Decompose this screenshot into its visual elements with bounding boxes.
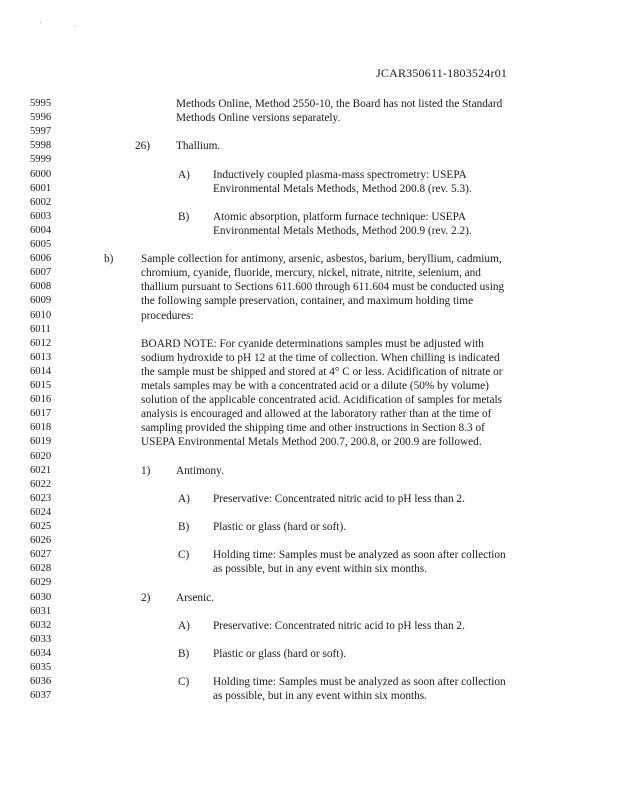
- body-text-line: Arsenic.: [176, 591, 214, 604]
- line-number: 6023: [30, 492, 52, 504]
- body-text-line: Inductively coupled plasma-mass spectrometry: USEPA: [213, 168, 467, 181]
- line-number: 6011: [30, 323, 51, 335]
- line-number: 6003: [30, 210, 52, 222]
- line-number: 6015: [30, 380, 52, 391]
- line-number: 5997: [30, 126, 52, 138]
- body-text-line: Sample collection for antimony, arsenic, asbestos, barium, beryllium, cadmium,: [141, 253, 502, 266]
- body-text-line: Atomic absorption, platform furnace technique: USEPA: [213, 210, 467, 223]
- line-number: 6006: [30, 253, 52, 265]
- body-text-line: as possible, but in any event within six months.: [213, 563, 428, 576]
- line-number: 6031: [30, 605, 52, 617]
- body-text-line: Environmental Metals Methods, Method 200.8 (rev. 5.3).: [213, 182, 472, 195]
- body-text-line: Methods Online, Method 2550-10, the Board has not listed the Standard: [176, 98, 503, 110]
- line-number: 6005: [30, 239, 52, 250]
- list-marker: b): [104, 253, 114, 266]
- line-number: 6036: [30, 676, 52, 688]
- body-text-line: USEPA Environmental Metals Method 200.7, 200.8, or 200.9 are followed.: [141, 436, 482, 449]
- body-text-line: the sample must be shipped and stored at 4° C or less. Acidification of nitrate or: [141, 365, 503, 378]
- list-marker: 1): [141, 464, 151, 477]
- line-number: 6007: [30, 267, 52, 279]
- body-text-line: thallium pursuant to Sections 611.600 through 611.604 must be conducted using: [141, 281, 505, 294]
- line-number: 6010: [30, 309, 52, 321]
- body-text-line: Plastic or glass (hard or soft).: [213, 647, 347, 660]
- line-number: 6004: [30, 224, 52, 236]
- list-marker: C): [178, 676, 190, 689]
- body-text-line: the following sample preservation, container, and maximum holding time: [141, 295, 474, 308]
- body-text-line: as possible, but in any event within six months.: [213, 690, 428, 703]
- body-text-line: Holding time: Samples must be analyzed as soon after collection: [213, 549, 506, 562]
- body-text-line: Thallium.: [176, 140, 221, 153]
- body-text-line: Preservative: Concentrated nitric acid to pH less than 2.: [213, 492, 465, 505]
- line-number: 5996: [30, 112, 52, 124]
- line-number: 6026: [30, 535, 52, 547]
- line-number: 5998: [30, 140, 52, 152]
- line-number: 6024: [30, 506, 52, 518]
- body-text-line: metals samples may be with a concentrated acid or a dilute (50% by volume): [141, 380, 489, 392]
- scan-mark: .: [74, 20, 76, 29]
- document-id: JCAR350611-1803524r01: [376, 66, 508, 80]
- line-number: 6016: [30, 394, 52, 406]
- line-number: 6033: [30, 633, 52, 645]
- list-marker: B): [178, 521, 190, 533]
- list-marker: 2): [141, 591, 151, 604]
- line-number: 6029: [30, 577, 52, 589]
- body-text-line: Holding time: Samples must be analyzed as soon after collection: [213, 676, 506, 689]
- line-number: 6001: [30, 182, 52, 194]
- list-marker: A): [178, 168, 190, 181]
- list-marker: A): [178, 619, 190, 632]
- line-number: 6019: [30, 436, 52, 448]
- line-number: 5999: [30, 154, 52, 166]
- line-number: 6025: [30, 521, 52, 532]
- line-number: 6027: [30, 549, 52, 561]
- list-marker: A): [178, 492, 190, 505]
- line-number: 6002: [30, 196, 52, 208]
- body-text-line: Antimony.: [176, 464, 224, 477]
- line-number: 6020: [30, 450, 52, 462]
- body-text-line: Plastic or glass (hard or soft).: [213, 521, 347, 533]
- body-text-line: solution of the applicable concentrated acid. Acidification of samples for metals: [141, 394, 503, 407]
- line-number: 6032: [30, 619, 52, 631]
- line-number: 5995: [30, 98, 52, 109]
- line-number: 6013: [30, 351, 52, 363]
- list-marker: B): [178, 210, 190, 223]
- body-text-line: sampling provided the shipping time and other instructions in Section 8.3 of: [141, 422, 485, 435]
- list-marker: C): [178, 549, 190, 562]
- line-number: 6018: [30, 422, 52, 434]
- line-number: 6014: [30, 365, 52, 377]
- line-number: 6028: [30, 563, 52, 575]
- line-number: 6009: [30, 295, 52, 307]
- line-number: 6035: [30, 662, 52, 673]
- line-number: 6037: [30, 690, 52, 702]
- scan-mark: ': [40, 20, 42, 29]
- list-marker: 26): [135, 140, 151, 153]
- line-number: 6008: [30, 281, 52, 293]
- line-number: 6034: [30, 647, 52, 659]
- body-text-line: analysis is encouraged and allowed at the laboratory rather than at the time of: [141, 408, 492, 421]
- line-number: 6022: [30, 478, 52, 490]
- line-number: 6030: [30, 591, 52, 603]
- body-text-line: Environmental Metals Methods, Method 200.9 (rev. 2.2).: [213, 224, 472, 237]
- line-number: 6017: [30, 408, 52, 420]
- body-text-line: sodium hydroxide to pH 12 at the time of collection. When chilling is indicated: [141, 351, 500, 364]
- body-text-line: chromium, cyanide, fluoride, mercury, nickel, nitrate, nitrite, selenium, and: [141, 267, 481, 280]
- line-number: 6000: [30, 168, 52, 180]
- line-number: 6012: [30, 337, 52, 349]
- line-number: 6021: [30, 464, 52, 476]
- body-text-line: BOARD NOTE: For cyanide determinations samples must be adjusted with: [141, 337, 484, 350]
- body-text-line: Methods Online versions separately.: [176, 112, 341, 125]
- list-marker: B): [178, 647, 190, 660]
- body-text-line: Preservative: Concentrated nitric acid to pH less than 2.: [213, 619, 465, 632]
- body-text-line: procedures:: [141, 309, 194, 322]
